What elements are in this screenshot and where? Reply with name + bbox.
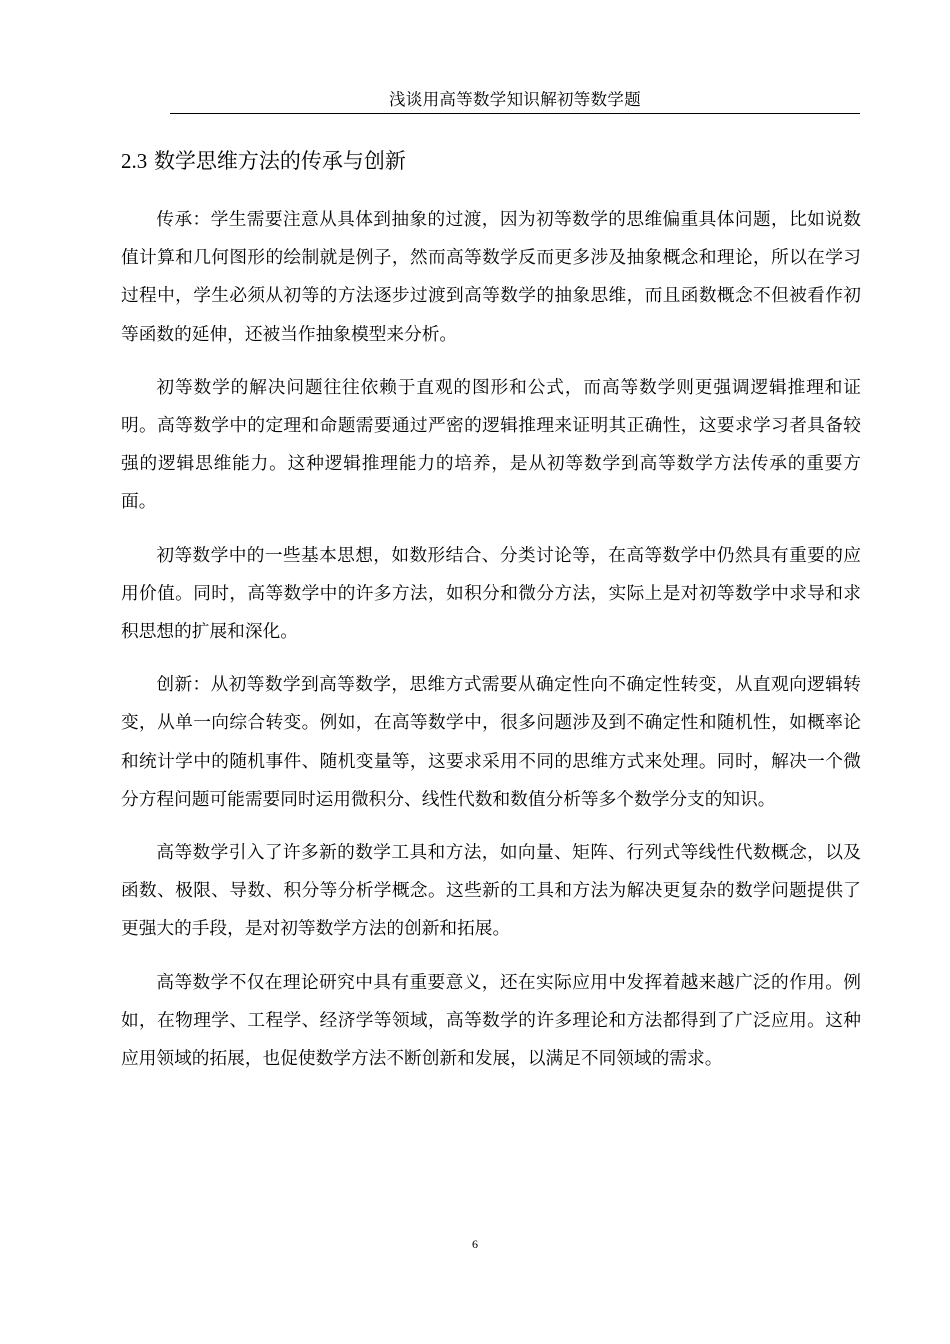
paragraph-logic: 初等数学的解决问题往往依赖于直观的图形和公式，而高等数学则更强调逻辑推理和证明。高等数学中的定理和命题需要通过严密的逻辑推理来证明其正确性，这要求学习者具备较强的逻辑思维能力。这种逻辑推理能力的培养，是从初等数学到高等数学方法传承的重要方面。 xyxy=(121,377,861,513)
paragraph-basic-ideas: 初等数学中的一些基本思想，如数形结合、分类讨论等，在高等数学中仍然具有重要的应用价值。同时，高等数学中的许多方法，如积分和微分方法，实际上是对初等数学中求导和求积思想的扩展和深化。 xyxy=(121,545,861,643)
paragraph-innovation: 创新：从初等数学到高等数学，思维方式需要从确定性向不确定性转变，从直观向逻辑转变，从单一向综合转变。例如，在高等数学中，很多问题涉及到不确定性和随机性，如概率论和统计学中的随机事件、随机变量等，这要求采用不同的思维方式来处理。同时，解决一个微分方程问题可能需要同时运用微积分、线性代数和数值分析等多个数学分支的知识。 xyxy=(121,675,861,810)
header-rule xyxy=(170,113,860,114)
paragraph-inheritance: 传承：学生需要注意从具体到抽象的过渡，因为初等数学的思维偏重具体问题，比如说数值计算和几何图形的绘制就是例子，然而高等数学反而更多涉及抽象概念和理论，所以在学习过程中，学生必须从初等的方法逐步过渡到高等数学的抽象思维，而且函数概念不但被看作初等函数的延伸，还被当作抽象模型来分析。 xyxy=(121,210,861,345)
section-number: 2.3 xyxy=(121,149,148,173)
paragraph-applications: 高等数学不仅在理论研究中具有重要意义，还在实际应用中发挥着越来越广泛的作用。例如，在物理学、工程学、经济学等领域，高等数学的许多理论和方法都得到了广泛应用。这种应用领域的拓展，也促使数学方法不断创新和发展，以满足不同领域的需求。 xyxy=(121,972,861,1070)
page-number: 6 xyxy=(472,1237,478,1251)
section-heading xyxy=(121,146,406,176)
section-title: 数学思维方法的传承与创新 xyxy=(153,149,406,173)
paragraph-new-tools: 高等数学引入了许多新的数学工具和方法，如向量、矩阵、行列式等线性代数概念，以及函数、极限、导数、积分等分析学概念。这些新的工具和方法为解决更复杂的数学问题提供了更强大的手段，是对初等数学方法的创新和拓展。 xyxy=(121,843,861,940)
running-header: 浅谈用高等数学知识解初等数学题 xyxy=(389,90,641,109)
body-text xyxy=(121,201,861,1093)
